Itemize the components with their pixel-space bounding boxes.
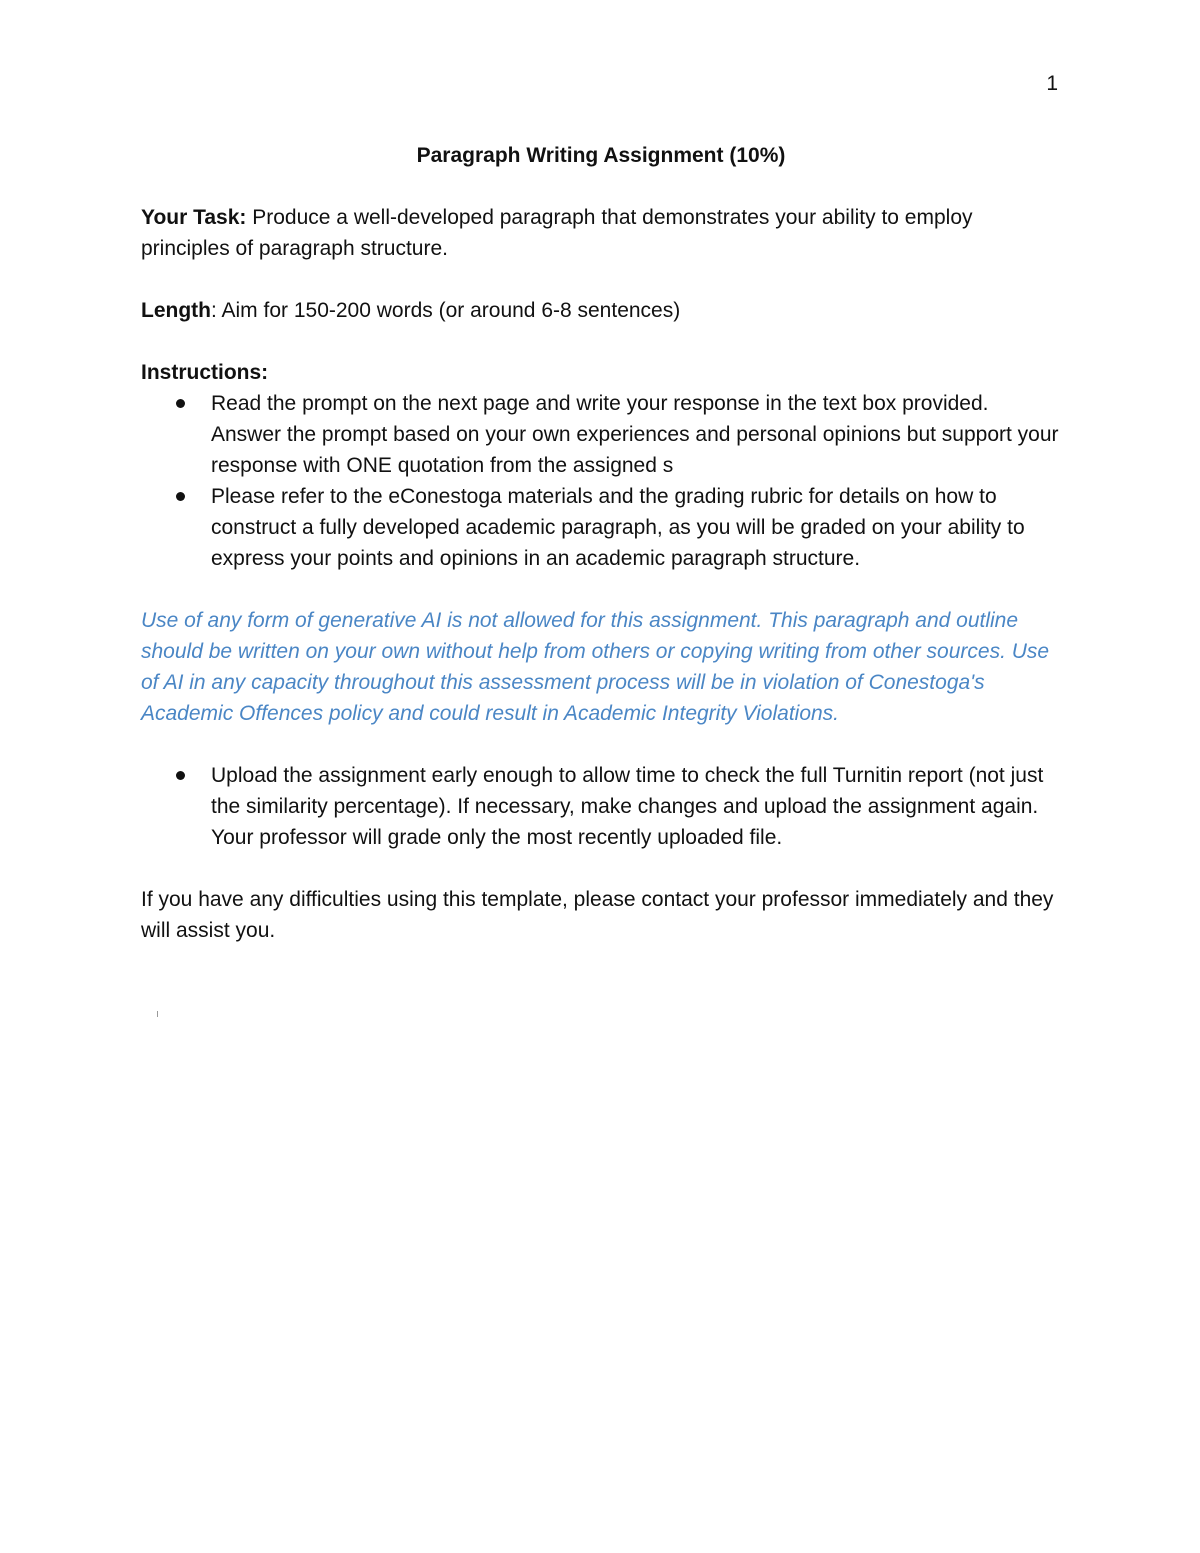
spacer (141, 729, 1061, 760)
list-item-text: Read the prompt on the next page and write your response in the text box provided. Answer the prompt based on your own experiences and personal opinions but support your response with ONE quotation from the assigned s (211, 392, 1059, 477)
task-paragraph (141, 202, 1061, 264)
page-number: 1 (1046, 72, 1058, 95)
list-item-text: Upload the assignment early enough to allow time to check the full Turnitin report (not just the similarity percentage). If necessary, make changes and upload the assignment again. Your professor will grade only the most recently uploaded file. (211, 764, 1044, 849)
list-item (141, 388, 1061, 481)
task-text: Produce a well-developed paragraph that demonstrates your ability to employ principles of paragraph structure. (141, 206, 973, 260)
spacer (141, 574, 1061, 605)
spacer (141, 171, 1061, 202)
text-cursor-mark (157, 1011, 158, 1017)
list-item-text: Please refer to the eConestoga materials and the grading rubric for details on how to construct a fully developed academic paragraph, as you will be graded on your ability to express your points and opinions in an academic paragraph structure. (211, 485, 1025, 570)
list-item (141, 760, 1061, 853)
document-body (141, 140, 1061, 946)
list-item (141, 481, 1061, 574)
spacer (141, 853, 1061, 884)
closing-paragraph: If you have any difficulties using this template, please contact your professor immediately and they will assist you. (141, 888, 1054, 942)
spacer (141, 264, 1061, 295)
length-paragraph (141, 295, 1061, 326)
instructions-list (141, 388, 1061, 574)
length-label: Length (141, 299, 211, 322)
document-title: Paragraph Writing Assignment (10%) (416, 144, 786, 167)
bullet-icon (176, 771, 185, 780)
task-label: Your Task: (141, 206, 247, 229)
bullet-icon (176, 399, 185, 408)
ai-policy-notice: Use of any form of generative AI is not allowed for this assignment. This paragraph and outline should be written on your own without help from others or copying writing from other sources. Use of AI in any capacity throughout this assessment process will be in violation of Conestoga's Academic Offences policy and could result in Academic Integrity Violations. (141, 609, 1050, 725)
length-text: : Aim for 150-200 words (or around 6-8 sentences) (210, 299, 681, 322)
instructions-heading: Instructions: (141, 361, 269, 384)
spacer (141, 326, 1061, 357)
bullet-icon (176, 492, 185, 501)
upload-list (141, 760, 1061, 853)
